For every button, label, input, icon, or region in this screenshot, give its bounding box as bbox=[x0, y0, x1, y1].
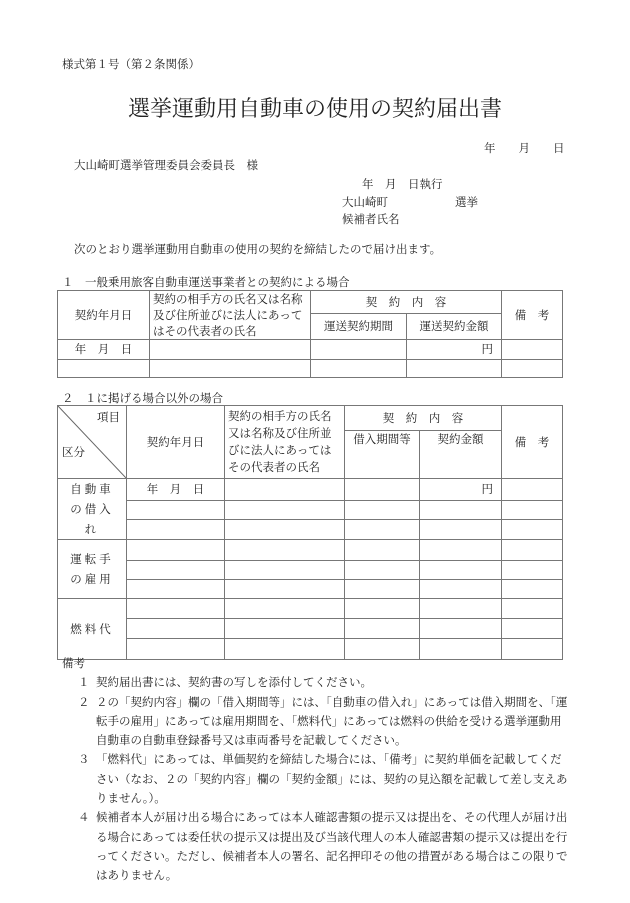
table-row bbox=[58, 340, 563, 360]
amount-cell[interactable] bbox=[420, 501, 502, 519]
party-cell[interactable] bbox=[150, 340, 311, 360]
category-cell: 運転手の雇用 bbox=[58, 540, 127, 599]
period-cell[interactable] bbox=[345, 599, 420, 619]
period-cell[interactable] bbox=[345, 501, 420, 519]
amount-cell[interactable]: 円 bbox=[407, 340, 502, 360]
amount-cell[interactable] bbox=[420, 540, 502, 561]
remarks-cell[interactable] bbox=[502, 519, 563, 539]
header-contents: 契 約 内 容 bbox=[311, 291, 502, 314]
election-town: 大山崎町 bbox=[342, 195, 388, 209]
header-remarks: 備 考 bbox=[502, 291, 563, 340]
header-category: 区分 bbox=[62, 445, 85, 459]
header-remarks: 備 考 bbox=[502, 406, 563, 479]
header-period: 借入期間等 bbox=[345, 431, 420, 479]
amount-cell[interactable] bbox=[407, 360, 502, 378]
party-cell[interactable] bbox=[225, 599, 345, 619]
date-cell[interactable] bbox=[127, 580, 225, 599]
page-title: 選挙運動用自動車の使用の契約届出書 bbox=[127, 97, 502, 122]
note-item bbox=[62, 673, 572, 692]
candidate-name-label: 候補者氏名 bbox=[342, 212, 400, 226]
remarks-cell[interactable] bbox=[502, 340, 563, 360]
form-number: 様式第１号（第２条関係） bbox=[62, 57, 200, 71]
note-item bbox=[62, 750, 572, 808]
remarks-cell[interactable] bbox=[502, 479, 563, 501]
date-cell[interactable] bbox=[127, 561, 225, 580]
remarks-cell[interactable] bbox=[502, 619, 563, 639]
note-text: 契約届出書には、契約書の写しを添付してください。 bbox=[96, 675, 372, 690]
period-cell[interactable] bbox=[345, 561, 420, 580]
election-date: 年 月 日執行 bbox=[362, 177, 443, 191]
category-cell: 燃料代 bbox=[58, 599, 127, 660]
party-cell[interactable] bbox=[225, 619, 345, 639]
date-cell[interactable] bbox=[127, 540, 225, 561]
table-row bbox=[58, 580, 563, 599]
notes-section bbox=[62, 654, 572, 886]
note-number: ４ bbox=[78, 810, 90, 825]
period-cell[interactable] bbox=[345, 540, 420, 561]
date-cell[interactable]: 年 月 日 bbox=[127, 479, 225, 501]
election-label: 選挙 bbox=[455, 195, 478, 209]
header-amount: 契約金額 bbox=[420, 431, 502, 479]
note-text: 候補者本人が届け出る場合にあっては本人確認書類の提示又は提出を、その代理人が届け出る場合にあっては委任状の提示又は提出及び当該代理人の本人確認書類の提示又は提出を行ってください。ただし、候補者本人の署名、記名押印その他の措置がある場合はこの限りではありません。 bbox=[96, 810, 568, 883]
amount-cell[interactable] bbox=[420, 561, 502, 580]
period-cell[interactable] bbox=[311, 340, 407, 360]
category-cell: 自動車の借入れ bbox=[58, 479, 127, 540]
amount-cell[interactable] bbox=[420, 580, 502, 599]
section1-heading: １ 一般乗用旅客自動車運送事業者との契約による場合 bbox=[62, 275, 350, 289]
remarks-cell[interactable] bbox=[502, 501, 563, 519]
period-cell[interactable] bbox=[345, 619, 420, 639]
header-item: 項目 bbox=[97, 410, 120, 424]
header-contents: 契 約 内 容 bbox=[345, 406, 502, 431]
date-cell[interactable] bbox=[58, 360, 150, 378]
party-cell[interactable] bbox=[225, 519, 345, 539]
submission-date: 年 月 日 bbox=[484, 141, 565, 155]
amount-cell[interactable]: 円 bbox=[420, 479, 502, 501]
date-cell[interactable] bbox=[127, 599, 225, 619]
table-row bbox=[58, 479, 563, 501]
header-party: 契約の相手方の氏名又は名称及び住所並びに法人にあってはその代表者の氏名 bbox=[150, 291, 311, 340]
note-text: 「燃料代」にあっては、単価契約を締結した場合には、「備考」に契約単価を記載してください（なお、２の「契約内容」欄の「契約金額」には、契約の見込額を記載して差し支えありません。）。 bbox=[96, 752, 568, 806]
addressee: 大山崎町選挙管理委員会委員長 様 bbox=[74, 158, 258, 172]
party-cell[interactable] bbox=[225, 479, 345, 501]
table-row bbox=[58, 360, 563, 378]
table-row bbox=[58, 540, 563, 561]
section2-heading: ２ １に掲げる場合以外の場合 bbox=[62, 391, 223, 405]
header-amount: 運送契約金額 bbox=[407, 314, 502, 340]
table-row bbox=[58, 519, 563, 539]
party-cell[interactable] bbox=[225, 580, 345, 599]
period-cell[interactable] bbox=[345, 519, 420, 539]
note-item bbox=[62, 808, 572, 885]
table-row bbox=[58, 599, 563, 619]
remarks-cell[interactable] bbox=[502, 561, 563, 580]
header-party: 契約の相手方の氏名又は名称及び住所並びに法人にあってはその代表者の氏名 bbox=[225, 406, 345, 479]
remarks-cell[interactable] bbox=[502, 360, 563, 378]
party-cell[interactable] bbox=[150, 360, 311, 378]
note-number: １ bbox=[78, 675, 90, 690]
section1-table bbox=[57, 290, 563, 378]
notes-heading: 備考 bbox=[62, 656, 85, 670]
section2-table bbox=[57, 405, 563, 660]
note-text: ２の「契約内容」欄の「借入期間等」には、「自動車の借入れ」にあっては借入期間を、「運転手の雇用」にあっては雇用期間を、「燃料代」にあっては燃料の供給を受ける選挙運動用自動車の自動車登録番号又は車両番号を記載してください。 bbox=[96, 694, 568, 748]
party-cell[interactable] bbox=[225, 561, 345, 580]
remarks-cell[interactable] bbox=[502, 580, 563, 599]
header-contract-date: 契約年月日 bbox=[127, 406, 225, 479]
header-period: 運送契約期間 bbox=[311, 314, 407, 340]
period-cell[interactable] bbox=[311, 360, 407, 378]
amount-cell[interactable] bbox=[420, 519, 502, 539]
table-row bbox=[58, 619, 563, 639]
party-cell[interactable] bbox=[225, 501, 345, 519]
period-cell[interactable] bbox=[345, 580, 420, 599]
header-contract-date: 契約年月日 bbox=[58, 291, 150, 340]
date-cell[interactable] bbox=[127, 519, 225, 539]
date-cell[interactable] bbox=[127, 619, 225, 639]
table-row bbox=[58, 561, 563, 580]
date-cell[interactable]: 年 月 日 bbox=[58, 340, 150, 360]
table-row bbox=[58, 501, 563, 519]
remarks-cell[interactable] bbox=[502, 599, 563, 619]
note-item bbox=[62, 693, 572, 751]
amount-cell[interactable] bbox=[420, 619, 502, 639]
period-cell[interactable] bbox=[345, 479, 420, 501]
date-cell[interactable] bbox=[127, 501, 225, 519]
remarks-cell[interactable] bbox=[502, 540, 563, 561]
header-diagonal-cell bbox=[58, 406, 127, 479]
note-number: ３ bbox=[78, 752, 90, 767]
intro-text: 次のとおり選挙運動用自動車の使用の契約を締結したので届け出ます。 bbox=[74, 242, 442, 256]
note-number: ２ bbox=[78, 694, 90, 709]
amount-cell[interactable] bbox=[420, 599, 502, 619]
party-cell[interactable] bbox=[225, 540, 345, 561]
